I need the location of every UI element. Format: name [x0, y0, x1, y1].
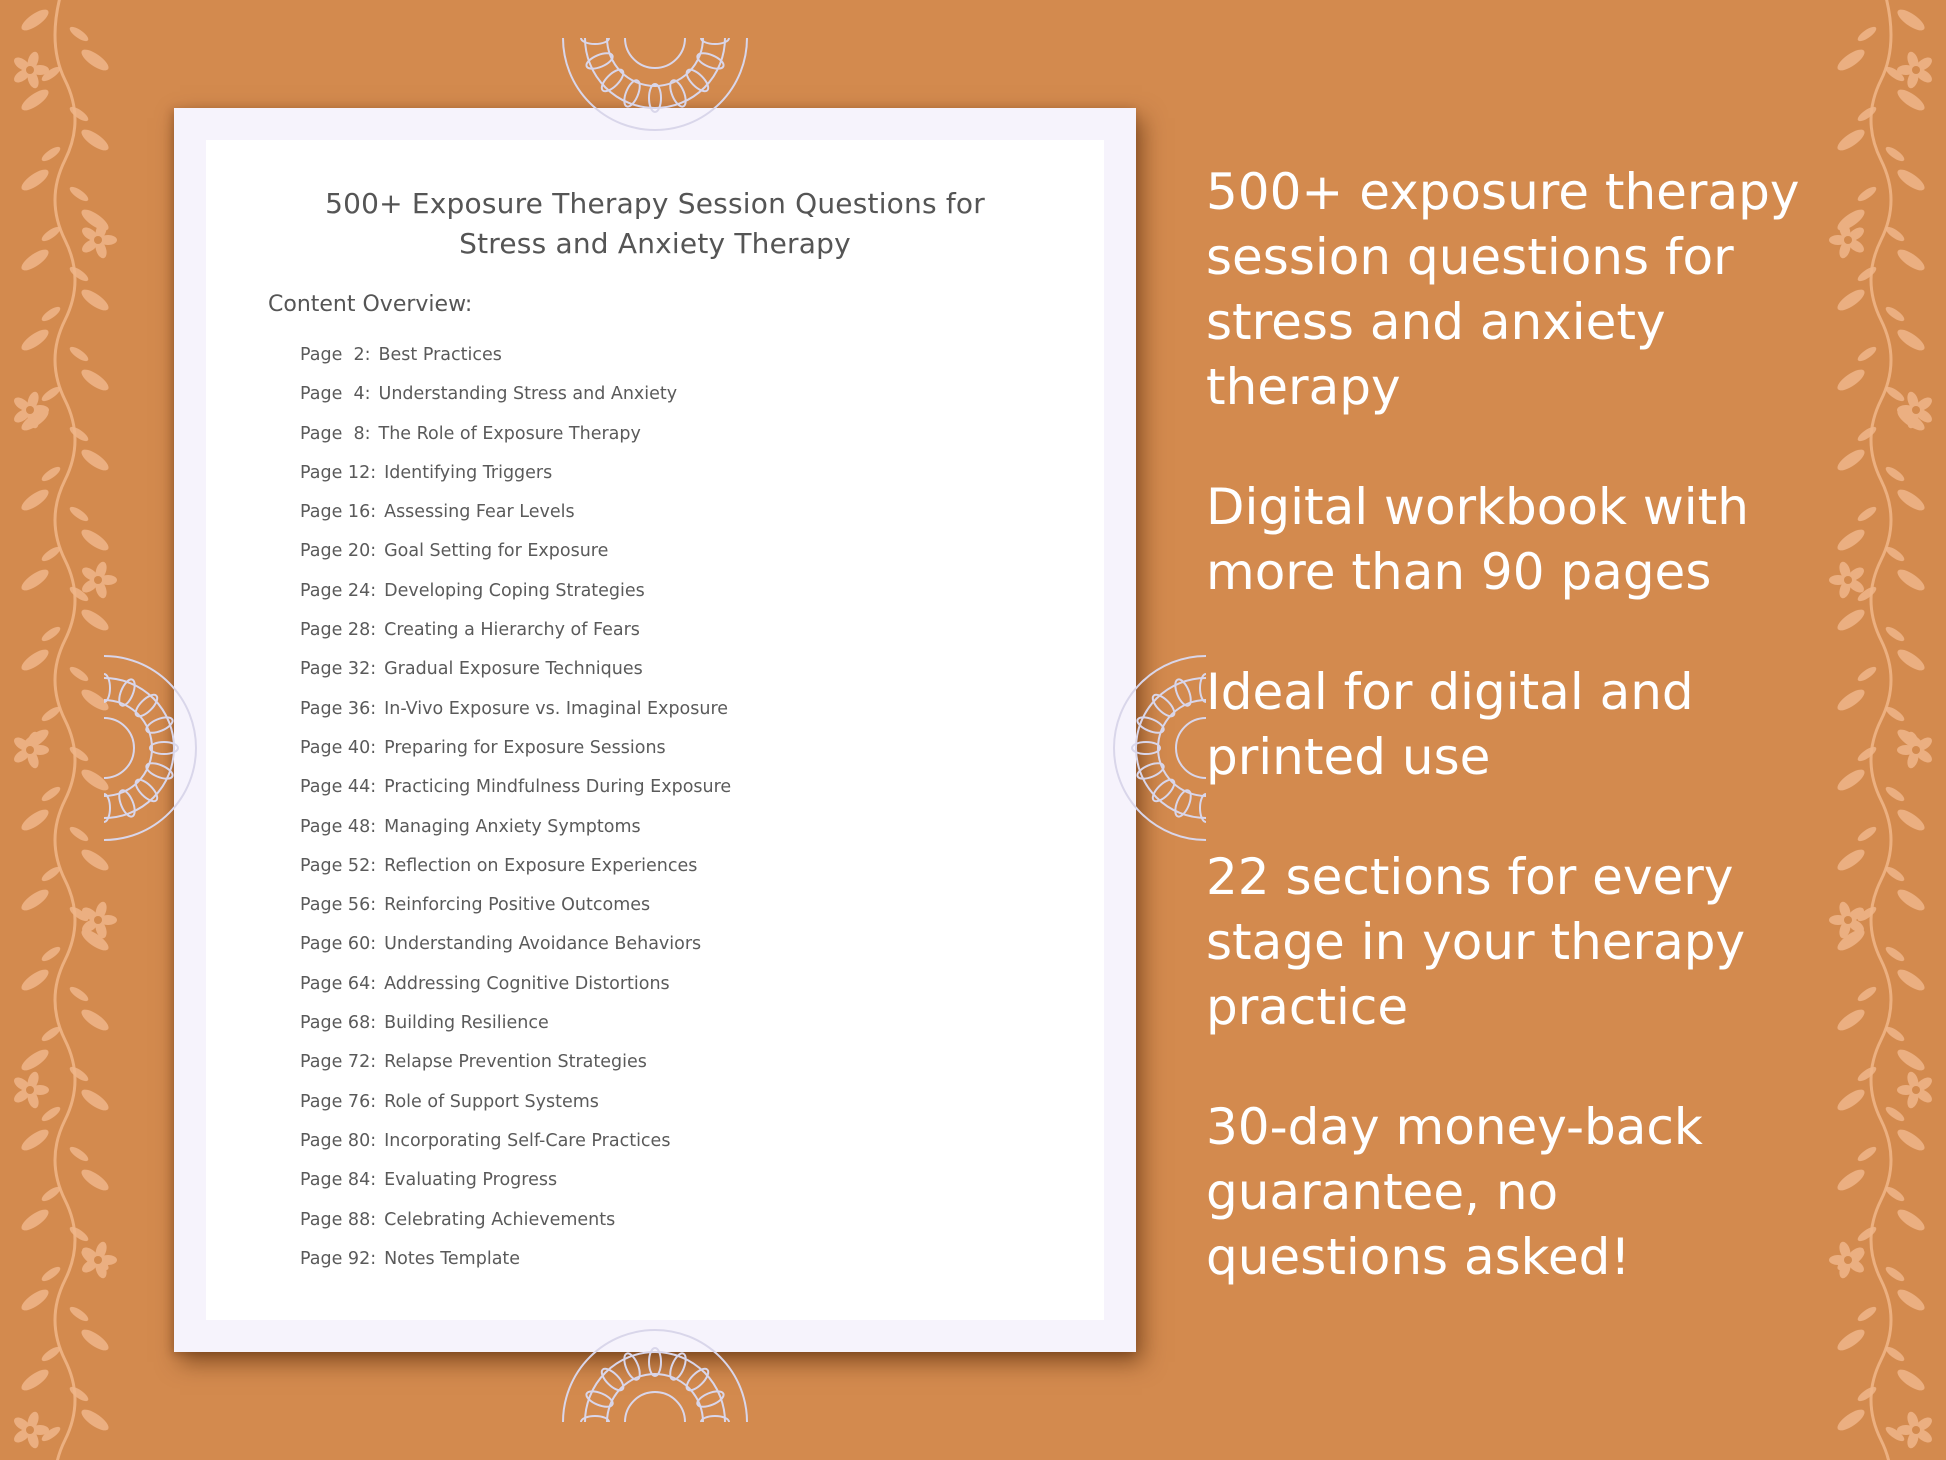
feature-line: stage in your therapy	[1206, 913, 1746, 971]
toc-page-number: Page 28:	[300, 620, 377, 641]
toc-section-title: Role of Support Systems	[384, 1091, 599, 1112]
toc-item	[300, 619, 731, 658]
toc-item	[300, 933, 731, 972]
toc-item	[300, 344, 731, 383]
toc-section-title: Notes Template	[384, 1248, 521, 1269]
toc-page-number: Page 16:	[300, 502, 377, 523]
toc-section-title: Incorporating Self-Care Practices	[384, 1130, 671, 1151]
feature-line: 22 sections for every	[1206, 848, 1734, 906]
toc-page-number: Page 4:	[300, 384, 371, 405]
toc-item	[300, 580, 731, 619]
toc-section-title: Assessing Fear Levels	[384, 502, 575, 523]
toc-item	[300, 737, 731, 776]
toc-page-number: Page 48:	[300, 816, 377, 837]
toc-section-title: Reflection on Exposure Experiences	[384, 855, 698, 876]
toc-section-title: Addressing Cognitive Distortions	[384, 973, 670, 994]
toc-page-number: Page 2:	[300, 345, 371, 365]
feature-item	[1206, 660, 1906, 790]
toc-page-number: Page 40:	[300, 737, 377, 758]
document-title-line-2: Stress and Anxiety Therapy	[459, 227, 851, 260]
toc-page-number: Page 60:	[300, 934, 377, 955]
toc-section-title: Preparing for Exposure Sessions	[384, 737, 666, 758]
toc-section-title: Evaluating Progress	[384, 1170, 558, 1191]
page-content-area	[206, 140, 1104, 1320]
toc-page-number: Page 80:	[300, 1130, 377, 1151]
toc-page-number: Page 92:	[300, 1248, 377, 1269]
toc-page-number: Page 84:	[300, 1170, 377, 1191]
toc-page-number: Page 44:	[300, 777, 377, 798]
workbook-page-preview	[174, 108, 1136, 1352]
feature-line: more than 90 pages	[1206, 543, 1712, 601]
toc-item	[300, 462, 731, 501]
toc-section-title: Understanding Stress and Anxiety	[378, 384, 678, 405]
toc-item	[300, 501, 731, 540]
toc-page-number: Page 72:	[300, 1052, 377, 1073]
feature-line: questions asked!	[1206, 1228, 1631, 1286]
toc-page-number: Page 36:	[300, 698, 377, 719]
toc-page-number: Page 24:	[300, 580, 377, 601]
toc-page-number: Page 12:	[300, 462, 377, 483]
toc-item	[300, 658, 731, 697]
toc-item	[300, 383, 731, 422]
toc-page-number: Page 88:	[300, 1209, 377, 1230]
toc-item	[300, 698, 731, 737]
toc-section-title: Best Practices	[378, 345, 502, 365]
toc-page-number: Page 32:	[300, 659, 377, 680]
document-title-line-1: 500+ Exposure Therapy Session Questions for	[325, 187, 985, 220]
toc-item	[300, 1209, 731, 1248]
toc-section-title: The Role of Exposure Therapy	[378, 423, 641, 444]
toc-section-title: Celebrating Achievements	[384, 1209, 616, 1230]
toc-item	[300, 1248, 731, 1287]
toc-item	[300, 973, 731, 1012]
feature-line: stress and anxiety	[1206, 293, 1666, 351]
toc-page-number: Page 8:	[300, 423, 371, 444]
toc-page-number: Page 68:	[300, 1013, 377, 1034]
toc-section-title: Identifying Triggers	[384, 462, 553, 483]
feature-item	[1206, 1095, 1906, 1290]
toc-section-title: Understanding Avoidance Behaviors	[384, 934, 702, 955]
toc-item	[300, 1130, 731, 1169]
toc-section-title: Reinforcing Positive Outcomes	[384, 895, 651, 916]
toc-item	[300, 855, 731, 894]
toc-item	[300, 816, 731, 855]
feature-line: Ideal for digital and	[1206, 663, 1694, 721]
toc-item	[300, 1169, 731, 1208]
mandala-bottom-ornament	[505, 1312, 805, 1422]
feature-line: therapy	[1206, 358, 1401, 416]
toc-section-title: Managing Anxiety Symptoms	[384, 816, 641, 837]
content-overview-heading: Content Overview:	[268, 292, 473, 317]
toc-section-title: Creating a Hierarchy of Fears	[384, 620, 640, 641]
toc-page-number: Page 56:	[300, 895, 377, 916]
feature-line: session questions for	[1206, 228, 1734, 286]
feature-item	[1206, 845, 1906, 1040]
toc-section-title: Goal Setting for Exposure	[384, 541, 609, 562]
toc-item	[300, 1051, 731, 1090]
feature-line: practice	[1206, 978, 1409, 1036]
feature-line: guarantee, no	[1206, 1163, 1559, 1221]
toc-page-number: Page 52:	[300, 855, 377, 876]
toc-section-title: Relapse Prevention Strategies	[384, 1052, 647, 1073]
toc-item	[300, 894, 731, 933]
toc-section-title: Building Resilience	[384, 1013, 549, 1034]
feature-item	[1206, 475, 1906, 605]
table-of-contents	[300, 344, 731, 1287]
toc-page-number: Page 64:	[300, 973, 377, 994]
toc-item	[300, 1012, 731, 1051]
feature-item	[1206, 160, 1906, 420]
toc-section-title: Developing Coping Strategies	[384, 580, 645, 601]
mandala-left-ornament	[104, 628, 214, 868]
feature-line: 30-day money-back	[1206, 1098, 1703, 1156]
feature-list	[1206, 160, 1906, 1345]
mandala-right-ornament	[1096, 628, 1206, 868]
toc-item	[300, 776, 731, 815]
toc-page-number: Page 76:	[300, 1091, 377, 1112]
feature-line: printed use	[1206, 728, 1491, 786]
toc-item	[300, 423, 731, 462]
toc-page-number: Page 20:	[300, 541, 377, 562]
toc-item	[300, 540, 731, 579]
toc-section-title: Gradual Exposure Techniques	[384, 659, 643, 680]
feature-line: 500+ exposure therapy	[1206, 163, 1800, 221]
mandala-top-ornament	[505, 38, 805, 148]
toc-section-title: In-Vivo Exposure vs. Imaginal Exposure	[384, 698, 729, 719]
toc-section-title: Practicing Mindfulness During Exposure	[384, 777, 732, 798]
document-title	[206, 184, 1104, 264]
feature-line: Digital workbook with	[1206, 478, 1749, 536]
toc-item	[300, 1091, 731, 1130]
